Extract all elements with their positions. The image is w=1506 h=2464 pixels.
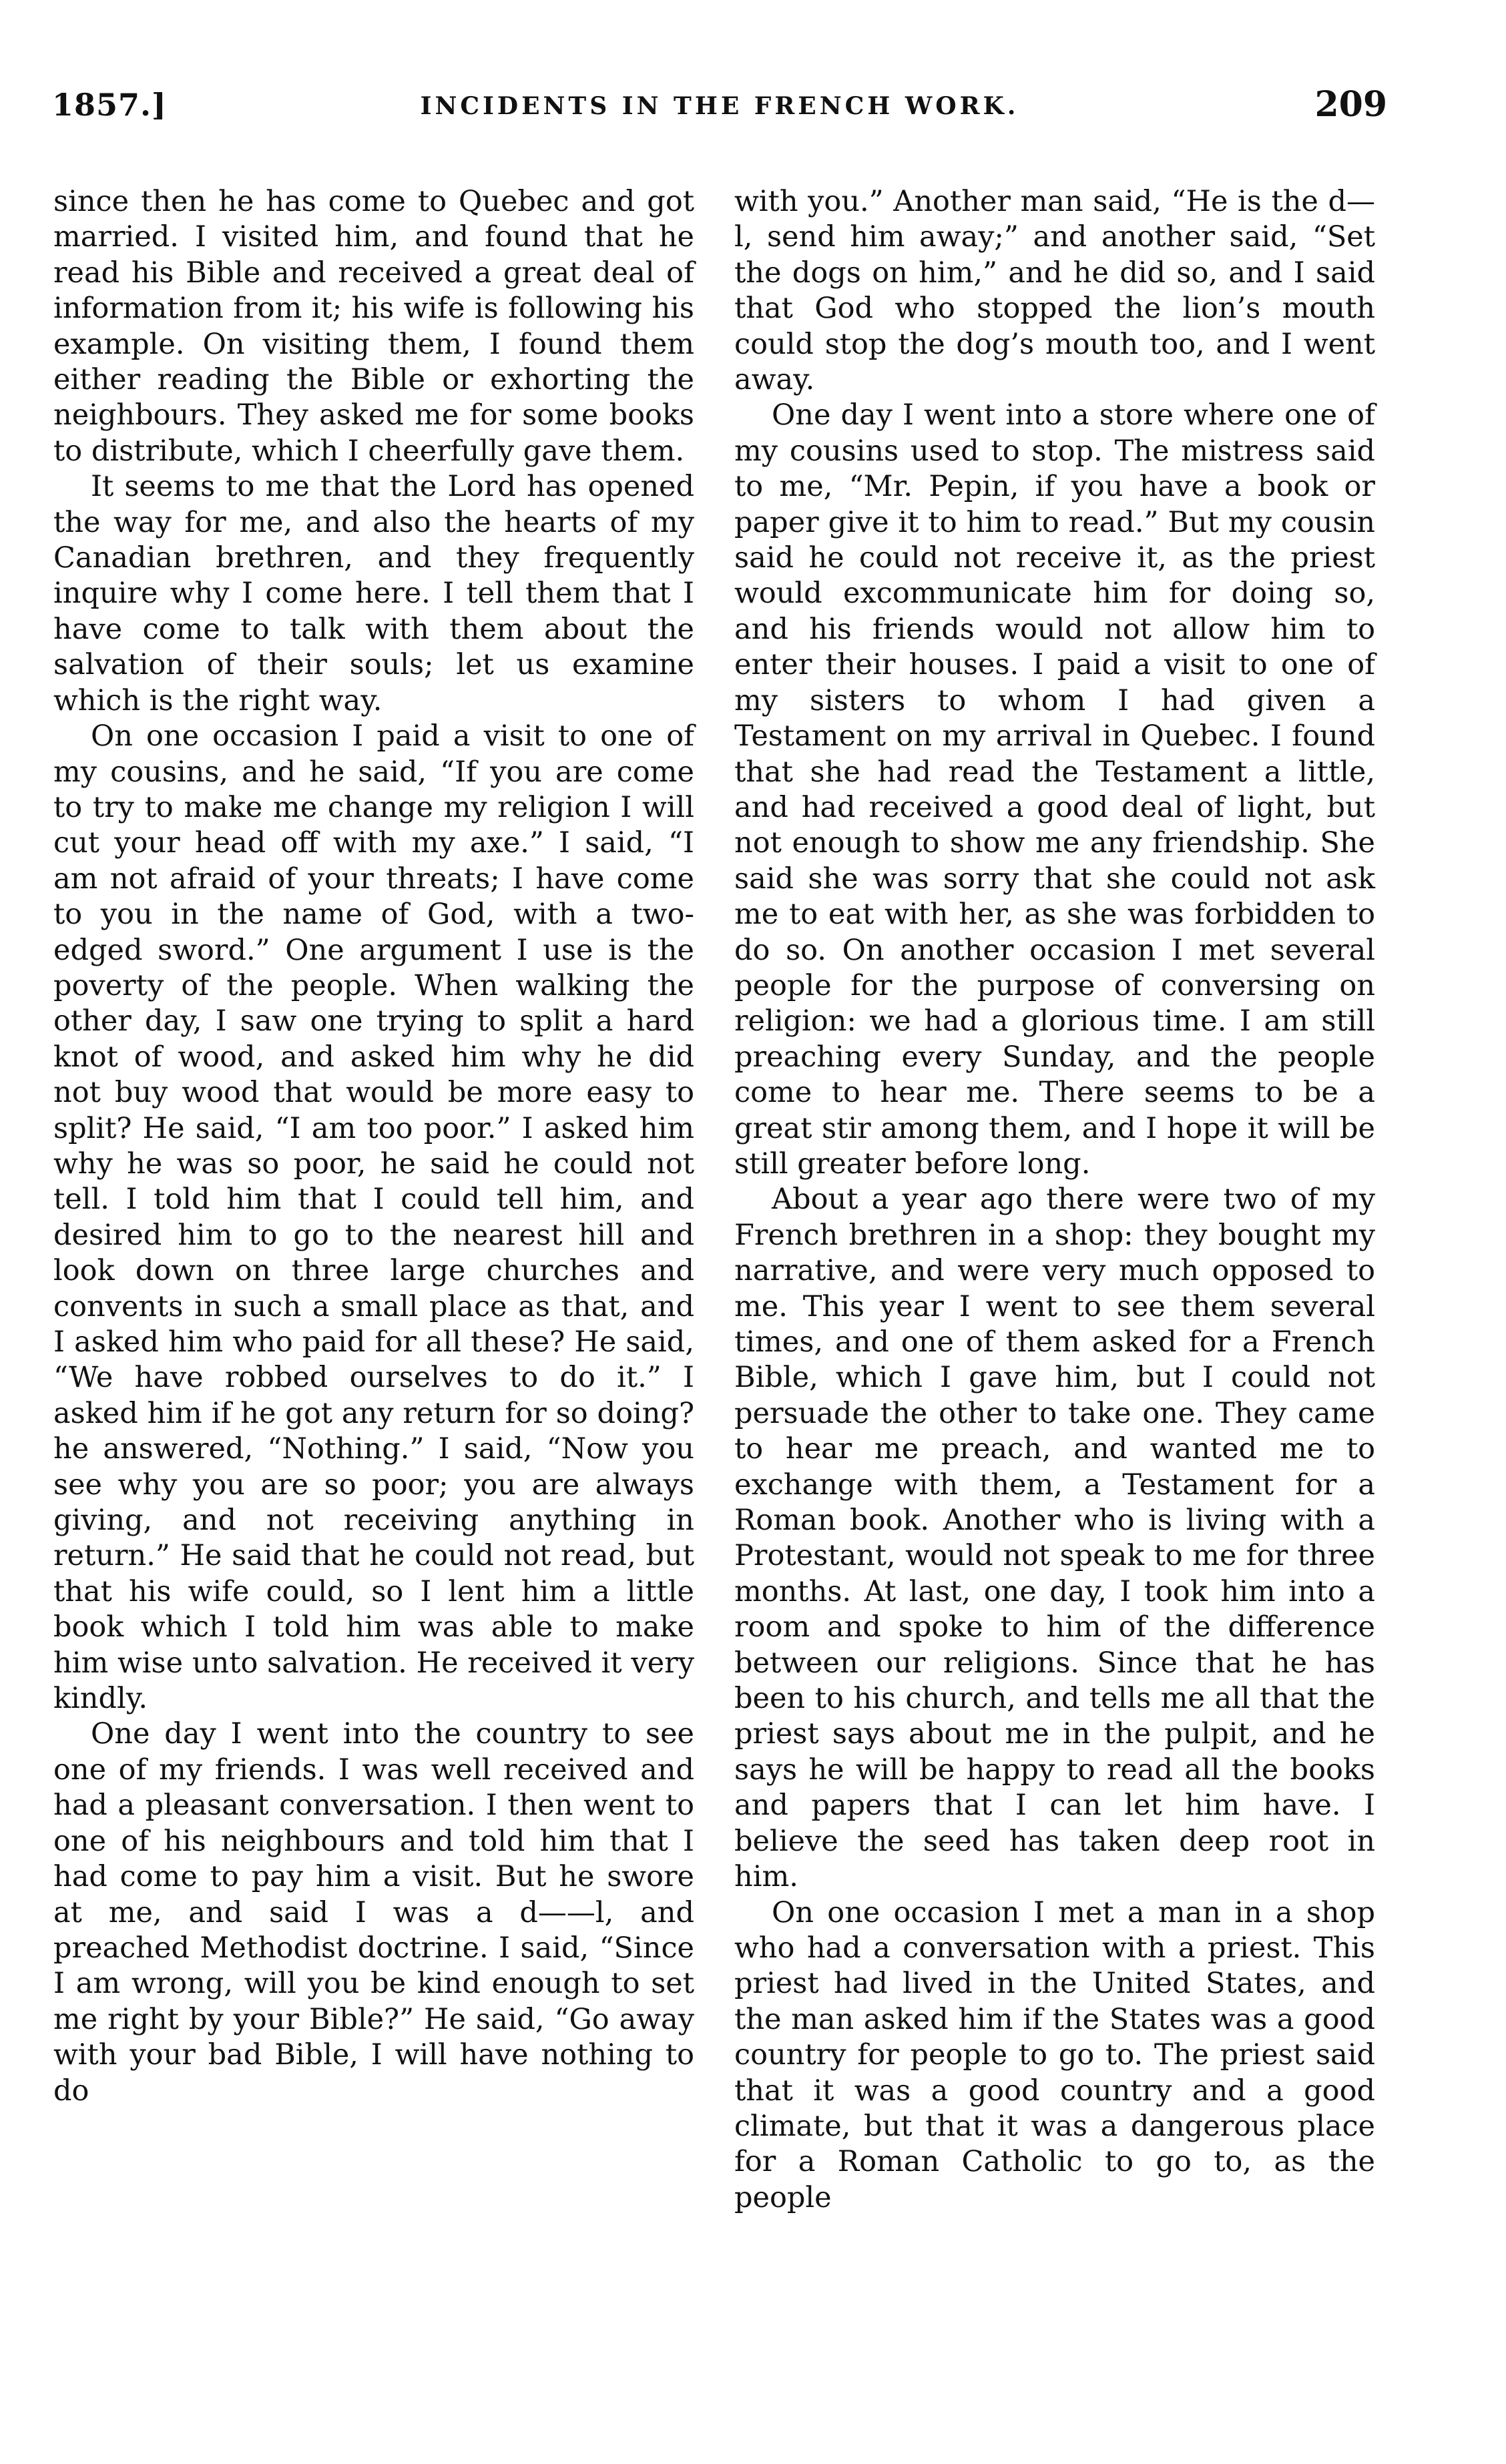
header-year: 1857.] [52, 87, 167, 123]
paragraph: About a year ago there were two of my French brethren in a shop: they bought my narrative, and were very much opposed to me. This year I went to see them several times, and one of them asked for a French Bible, which I gave him, but I could not persuade the other to take one. They came to hear me preach, and wanted me to exchange with them, a Testament for a Roman book. Another who is living with a Protestant, would not speak to me for three months. At last, one day, I took him into a room and spoke to him of the difference between our religions. Since that he has been to his church, and tells me all that the priest says about me in the pulpit, and he says he will be happy to read all the books and papers that I can let him have. I believe the seed has taken deep root in him. [734, 1183, 1375, 1894]
right-column [734, 184, 1375, 2216]
paragraph: It seems to me that the Lord has opened the way for me, and also the hearts of my Canadian brethren, and they frequently inquire why I come here. I tell them that I have come to talk with them about the salvation of their souls; let us examine which is the right way. [53, 470, 694, 717]
paragraph: On one occasion I paid a visit to one of my cousins, and he said, “If you are come to try to make me change my religion I will cut your head off with my axe.” I said, “I am not afraid of your threats; I have come to you in the name of God, with a two-edged sword.” One argument I use is the poverty of the people. When walking the other day, I saw one trying to split a hard knot of wood, and asked him why he did not buy wood that would be more easy to split? He said, “I am too poor.” I asked him why he was so poor, he said he could not tell. I told him that I could tell him, and desired him to go to the nearest hill and look down on three large churches and convents in such a small place as that, and I asked him who paid for all these? He said, “We have robbed ourselves to do it.” I asked him if he got any return for so doing? he answered, “Nothing.” I said, “Now you see why you are so poor; you are always giving, and not receiving anything in return.” He said that he could not read, but that his wife could, so I lent him a little book which I told him was able to make him wise unto salvation. He received it very kindly. [53, 719, 694, 1716]
running-header [52, 84, 1387, 133]
paragraph: On one occasion I met a man in a shop who had a conversation with a priest. This priest had lived in the United States, and the man asked him if the States was a good country for people to go to. The priest said that it was a good country and a good climate, but that it was a dangerous place for a Roman Catholic to go to, as the people [734, 1895, 1375, 2214]
paragraph: One day I went into a store where one of my cousins used to stop. The mistress said to me, “Mr. Pepin, if you have a book or paper give it to him to read.” But my cousin said he could not receive it, as the priest would excommunicate him for doing so, and his friends would not allow him to enter their houses. I paid a visit to one of my sisters to whom I had given a Testament on my arrival in Quebec. I found that she had read the Testament a little, and had received a good deal of light, but not enough to show me any friendship. She said she was sorry that she could not ask me to eat with her, as she was forbidden to do so. On another occasion I met several people for the purpose of conversing on religion: we had a glorious time. I am still preaching every Sunday, and the people come to hear me. There seems to be a great stir among them, and I hope it will be still greater before long. [734, 398, 1375, 1181]
paragraph: One day I went into the country to see one of my friends. I was well received and had a pleasant conversation. I then went to one of his neighbours and told him that I had come to pay him a visit. But he swore at me, and said I was a d——l, and preached Methodist doctrine. I said, “Since I am wrong, will you be kind enough to set me right by your Bible?” He said, “Go away with your bad Bible, I will have nothing to do [53, 1717, 694, 2108]
page-number: 209 [1314, 84, 1387, 125]
left-column [53, 184, 694, 2109]
paragraph: since then he has come to Quebec and got married. I visited him, and found that he read his Bible and received a great deal of information from it; his wife is following his example. On visiting them, I found them either reading the Bible or exhorting the neighbours. They asked me for some books to distribute, which I cheerfully gave them. [53, 185, 694, 468]
header-title: INCIDENTS IN THE FRENCH WORK. [420, 92, 1019, 120]
paragraph: with you.” Another man said, “He is the d—l, send him away;” and another said, “Set the dogs on him,” and he did so, and I said that God who stopped the lion’s mouth could stop the dog’s mouth too, and I went away. [734, 185, 1375, 397]
